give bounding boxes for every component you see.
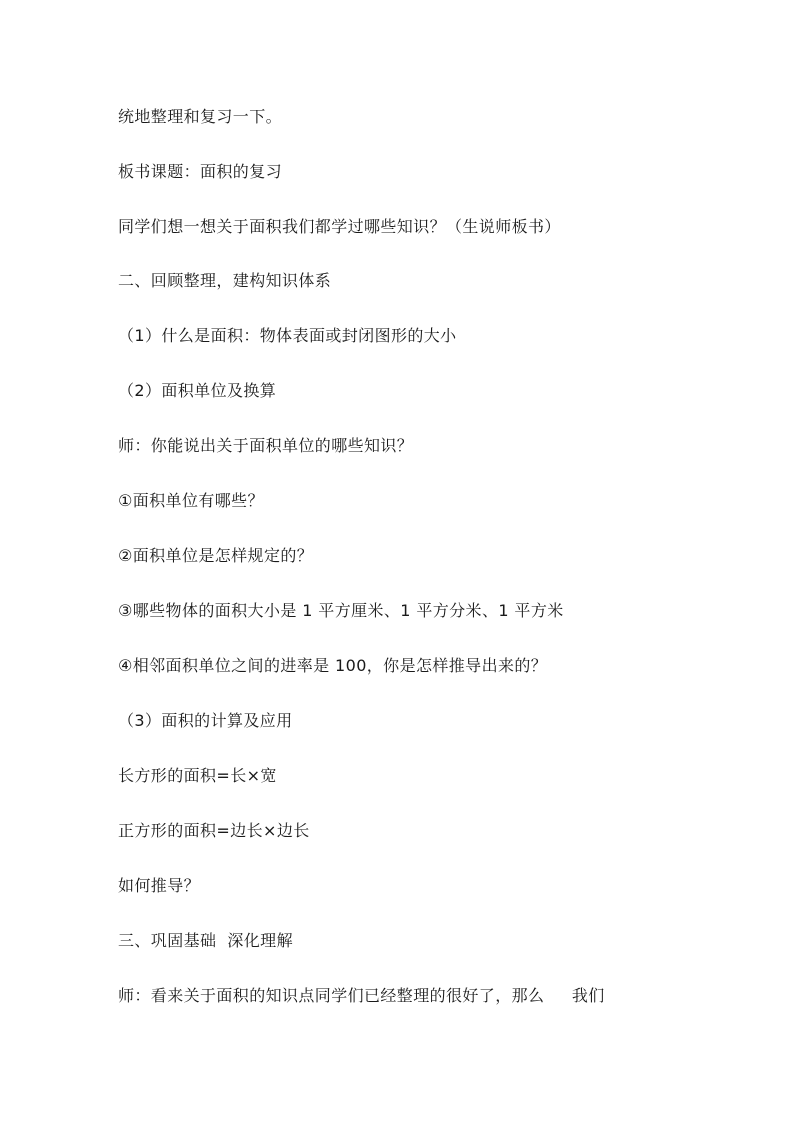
- subsection-heading: （3）面积的计算及应用: [118, 711, 293, 730]
- list-item: ③哪些物体的面积大小是 1 平方厘米、1 平方分米、1 平方米: [118, 601, 564, 620]
- section-heading: 二、回顾整理，建构知识体系: [118, 271, 332, 290]
- text-line: 师：看来关于面积的知识点同学们已经整理的很好了，那么 我们: [118, 986, 605, 1005]
- text-line: （1）什么是面积：物体表面或封闭图形的大小: [118, 326, 457, 345]
- text-line: 如何推导？: [118, 876, 201, 895]
- text-line: 同学们想一想关于面积我们都学过哪些知识？（生说师板书）: [118, 217, 561, 236]
- section-heading: 三、巩固基础 深化理解: [118, 931, 293, 950]
- list-item: ④相邻面积单位之间的进率是 100，你是怎样推导出来的？: [118, 656, 548, 675]
- lesson-title-line: 板书课题：面积的复习: [118, 162, 283, 181]
- formula-line: 长方形的面积=长×宽: [118, 766, 277, 785]
- list-item: ②面积单位是怎样规定的？: [118, 546, 314, 565]
- subsection-heading: （2）面积单位及换算: [118, 381, 277, 400]
- text-line: 统地整理和复习一下。: [118, 107, 283, 126]
- text-line: 师：你能说出关于面积单位的哪些知识？: [118, 436, 414, 455]
- formula-line: 正方形的面积=边长×边长: [118, 821, 310, 840]
- list-item: ①面积单位有哪些？: [118, 491, 264, 510]
